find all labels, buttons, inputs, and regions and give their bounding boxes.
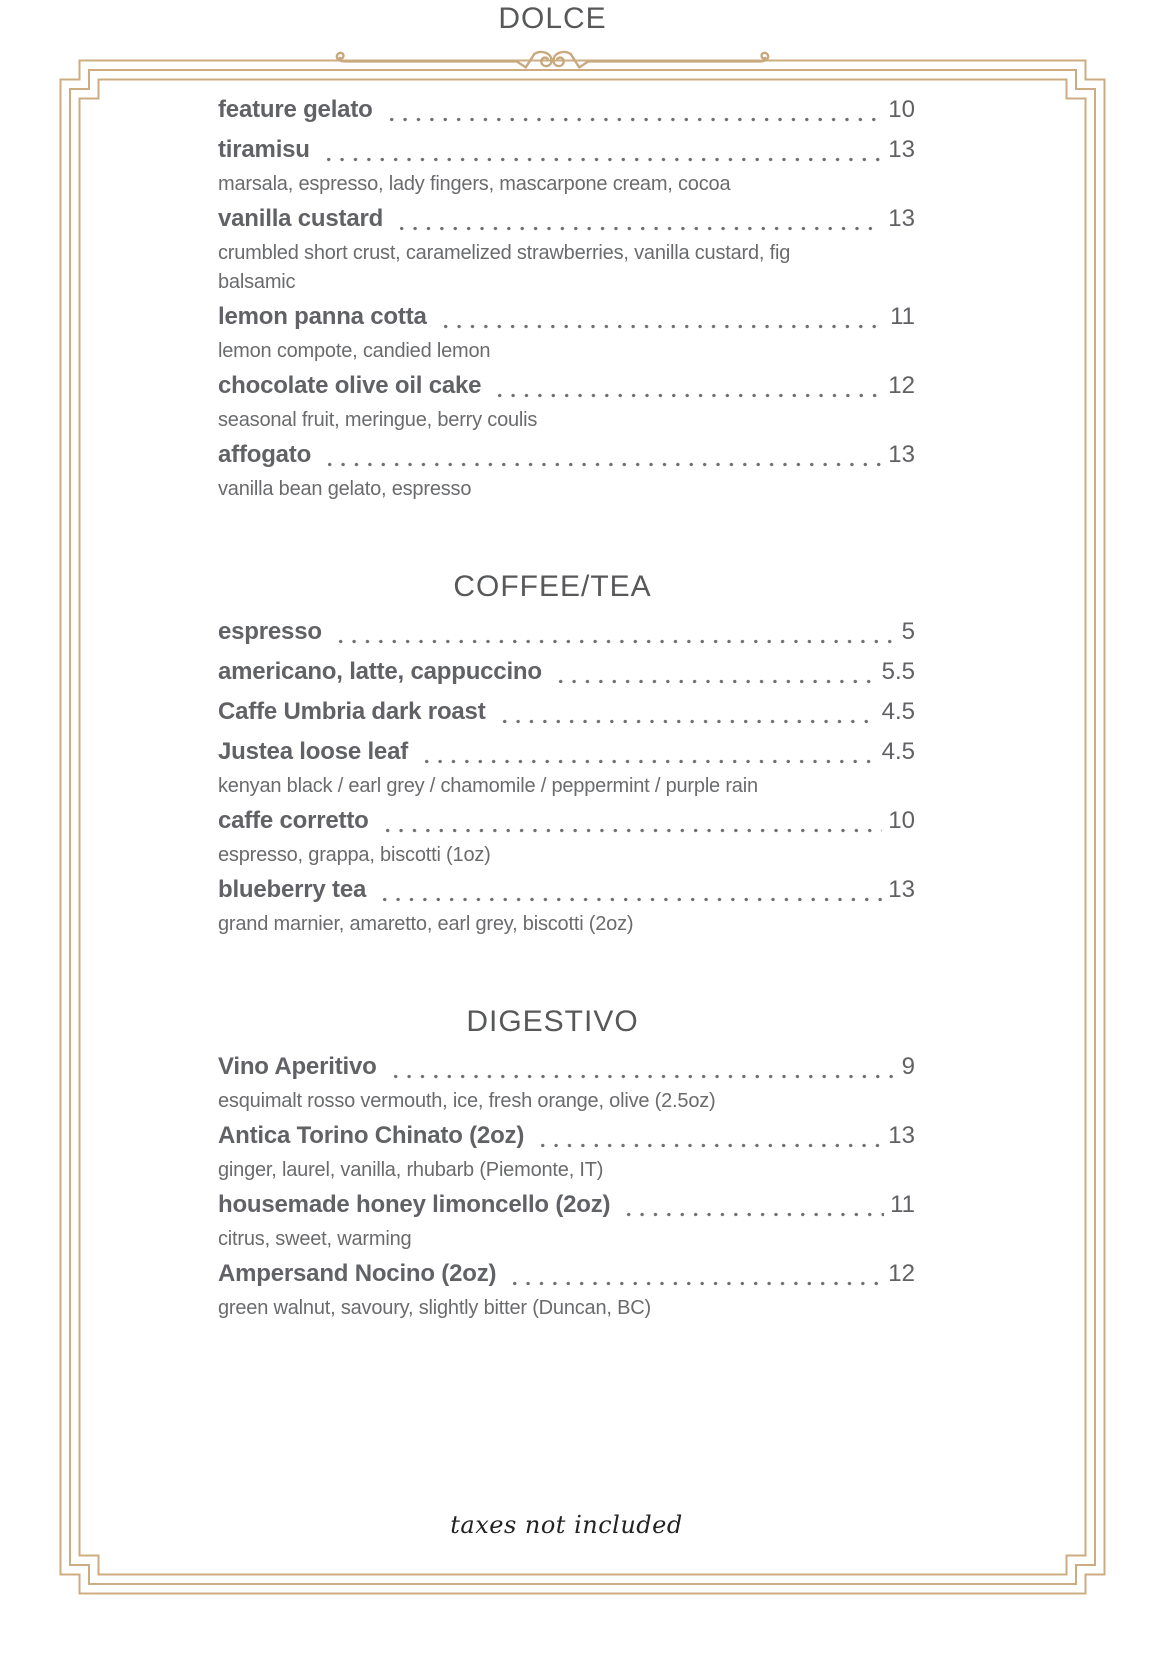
item-name: housemade honey limoncello (2oz) [218, 1191, 611, 1218]
item-name: Vino Aperitivo [218, 1053, 377, 1080]
item-description: citrus, sweet, warming [218, 1228, 412, 1250]
item-description: green walnut, savoury, slightly bitter (Duncan, BC) [218, 1297, 651, 1319]
item-price: 10 [888, 807, 915, 834]
dot-leader [381, 828, 883, 833]
item-description: seasonal fruit, meringue, berry coulis [218, 409, 538, 431]
item-price: 13 [888, 136, 915, 163]
menu-item [218, 1116, 915, 1156]
item-name: lemon panna cotta [218, 303, 427, 330]
item-price: 13 [888, 441, 915, 468]
dot-leader [395, 226, 882, 231]
menu-item [218, 801, 915, 841]
item-price: 12 [888, 1260, 915, 1287]
menu-item [218, 297, 915, 337]
dot-leader [554, 679, 876, 684]
section-title-coffee-tea: COFFEE/TEA [453, 570, 652, 603]
item-name: espresso [218, 618, 322, 645]
footer-note: taxes not included [450, 1511, 683, 1539]
item-name: feature gelato [218, 96, 373, 123]
item-description: ginger, laurel, vanilla, rhubarb (Piemonte, IT) [218, 1159, 604, 1181]
menu-item [218, 1047, 915, 1087]
dot-leader [420, 759, 876, 764]
item-name: americano, latte, cappuccino [218, 658, 542, 685]
menu-item [218, 199, 915, 239]
menu-item [218, 130, 915, 170]
divider-ornament-icon [218, 46, 915, 76]
dot-leader [385, 117, 883, 122]
item-description: marsala, espresso, lady fingers, mascarpone cream, cocoa [218, 173, 731, 195]
menu-item [218, 90, 915, 130]
item-name: Ampersand Nocino (2oz) [218, 1260, 497, 1287]
menu-item [218, 1185, 915, 1225]
dot-leader [622, 1212, 884, 1217]
item-description: esquimalt rosso vermouth, ice, fresh orange, olive (2.5oz) [218, 1090, 716, 1112]
menu-item [218, 652, 915, 692]
item-name: Caffe Umbria dark roast [218, 698, 486, 725]
menu-item [218, 1254, 915, 1294]
menu-item [218, 435, 915, 475]
dot-leader [493, 393, 882, 398]
item-price: 13 [888, 205, 915, 232]
item-name: tiramisu [218, 136, 310, 163]
item-name: Antica Torino Chinato (2oz) [218, 1122, 525, 1149]
dot-leader [334, 639, 896, 644]
item-price: 10 [888, 96, 915, 123]
dot-leader [536, 1143, 882, 1148]
item-name: chocolate olive oil cake [218, 372, 482, 399]
menu-item [218, 366, 915, 406]
dot-leader [323, 462, 882, 467]
section-dolce-items [218, 90, 915, 504]
item-price: 12 [888, 372, 915, 399]
section-coffee-tea-items [218, 612, 915, 939]
item-description: crumbled short crust, caramelized strawberries, vanilla custard, fig balsamic [218, 242, 791, 293]
item-name: vanilla custard [218, 205, 384, 232]
item-description: kenyan black / earl grey / chamomile / peppermint / purple rain [218, 775, 758, 797]
item-price: 5.5 [881, 658, 915, 685]
item-price: 11 [890, 1191, 915, 1218]
item-price: 11 [890, 303, 915, 330]
item-name: blueberry tea [218, 876, 367, 903]
item-name: caffe corretto [218, 807, 369, 834]
item-price: 4.5 [881, 698, 915, 725]
dot-leader [498, 719, 876, 724]
item-name: affogato [218, 441, 312, 468]
menu-content [218, 0, 915, 1323]
menu-item [218, 732, 915, 772]
item-price: 13 [888, 876, 915, 903]
item-price: 13 [888, 1122, 915, 1149]
dot-leader [322, 157, 883, 162]
item-price: 5 [901, 618, 915, 645]
dot-leader [378, 897, 882, 902]
section-title-dolce: DOLCE [498, 2, 607, 35]
item-description: espresso, grappa, biscotti (1oz) [218, 844, 491, 866]
dot-leader [508, 1281, 882, 1286]
section-digestivo-items [218, 1047, 915, 1323]
item-price: 9 [901, 1053, 915, 1080]
item-name: Justea loose leaf [218, 738, 409, 765]
dot-leader [389, 1074, 896, 1079]
menu-item [218, 870, 915, 910]
item-description: lemon compote, candied lemon [218, 340, 491, 362]
item-description: vanilla bean gelato, espresso [218, 478, 472, 500]
menu-item [218, 612, 915, 652]
section-title-digestivo: DIGESTIVO [466, 1005, 639, 1038]
dot-leader [439, 324, 884, 329]
item-price: 4.5 [881, 738, 915, 765]
menu-item [218, 692, 915, 732]
item-description: grand marnier, amaretto, earl grey, biscotti (2oz) [218, 913, 634, 935]
